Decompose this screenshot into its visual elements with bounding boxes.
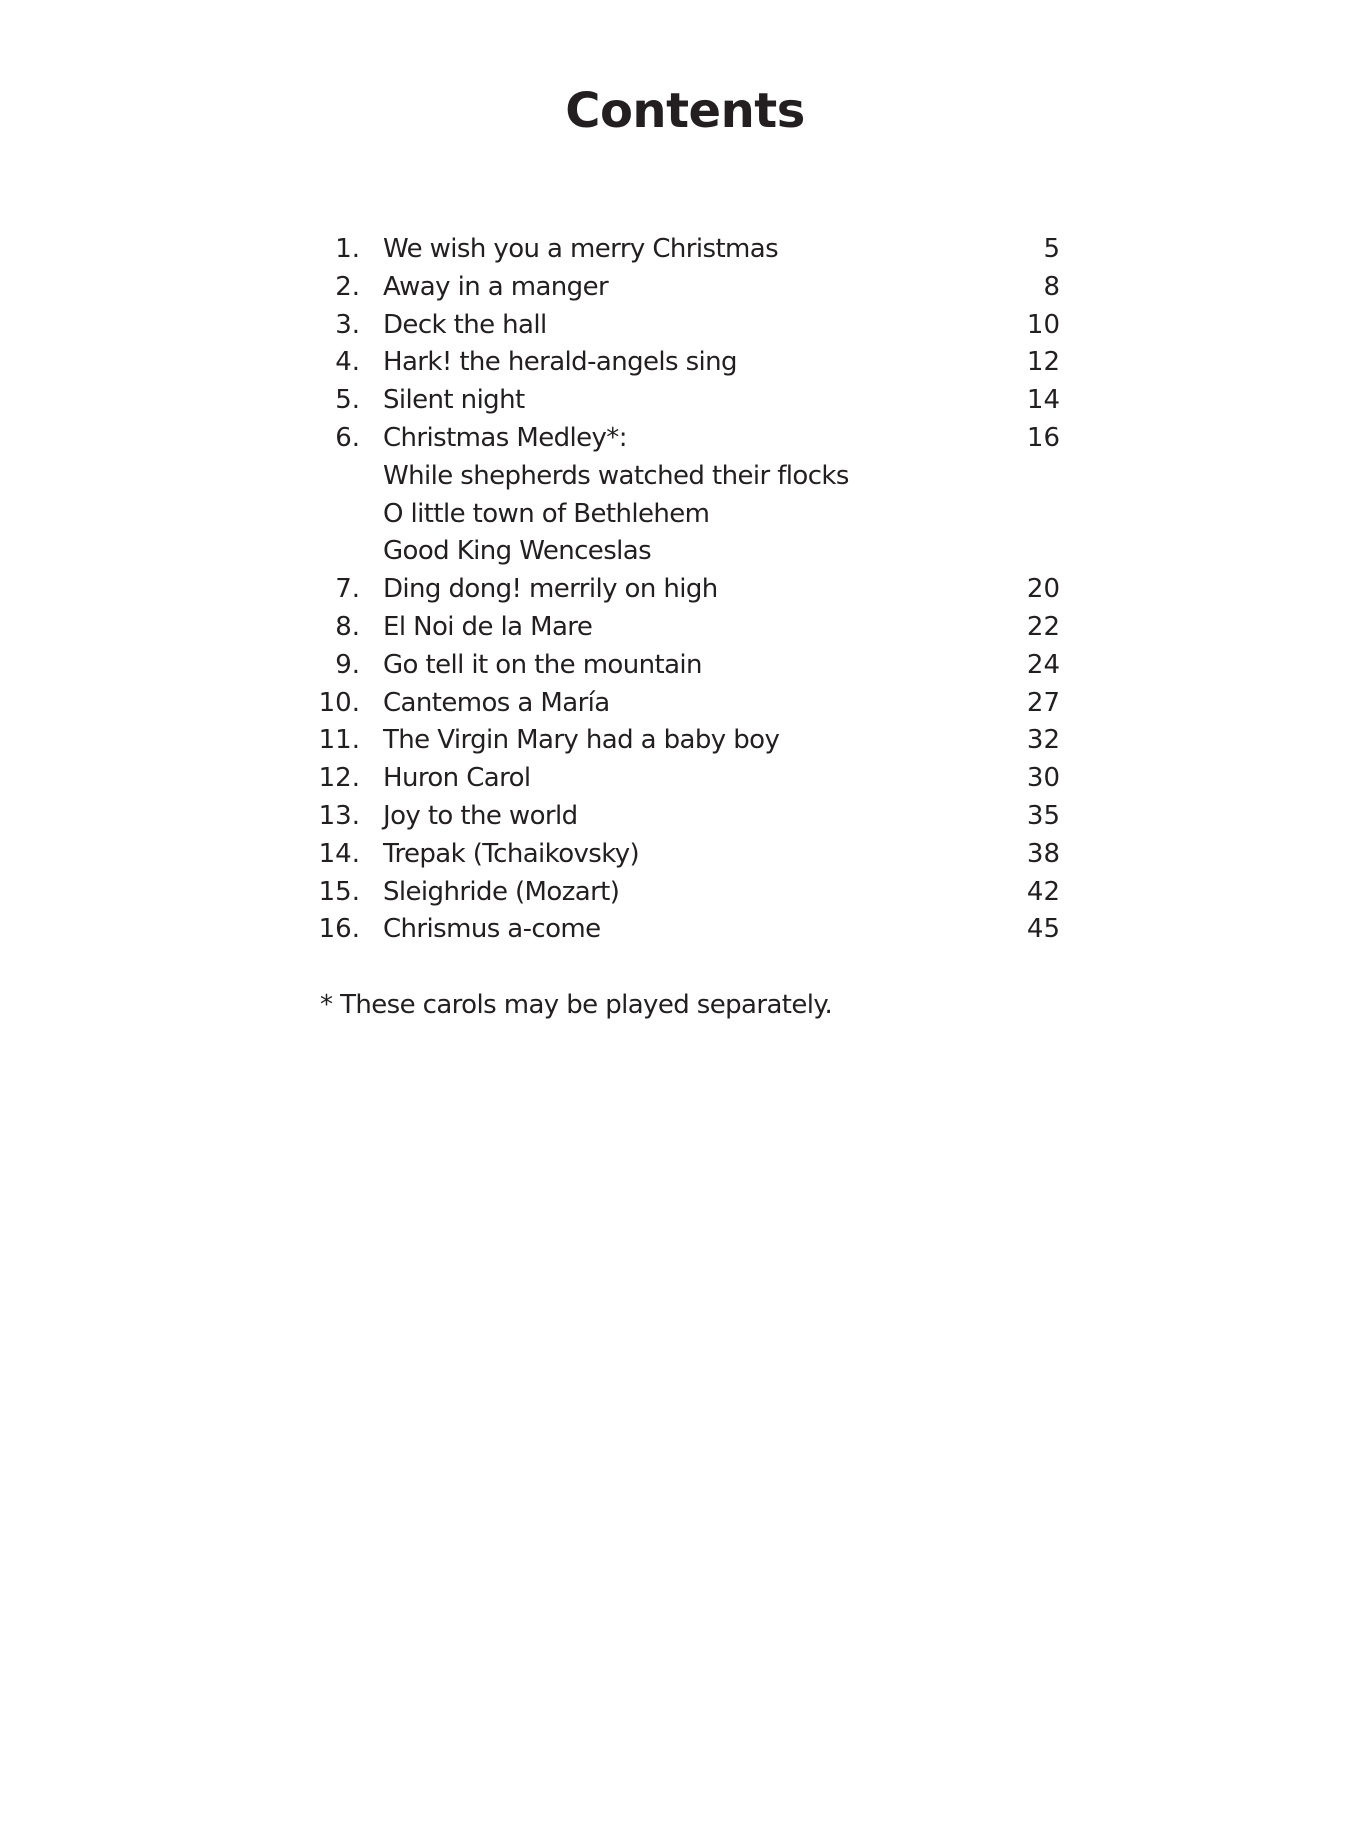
entry-number: 12. (318, 763, 360, 794)
entry-title: Cantemos a María (383, 687, 610, 718)
toc-entry (310, 685, 1060, 723)
toc-entry (310, 269, 1060, 307)
entry-page: 10 (1026, 309, 1060, 340)
entry-page: 12 (1026, 347, 1060, 378)
toc-entry (310, 571, 1060, 609)
entry-number: 5. (335, 385, 360, 416)
entry-title: Good King Wenceslas (383, 536, 652, 567)
entry-number: 2. (335, 271, 360, 302)
entry-number: 3. (335, 309, 360, 340)
toc-entry (310, 382, 1060, 420)
entry-title: Joy to the world (383, 800, 578, 831)
entry-title: We wish you a merry Christmas (383, 234, 779, 264)
entry-number: 1. (335, 234, 360, 264)
entry-number: 15. (318, 876, 360, 907)
entry-page: 14 (1026, 385, 1060, 416)
entry-number: 4. (335, 347, 360, 378)
entry-number: 10. (318, 687, 360, 718)
toc-subentry (310, 533, 1060, 571)
toc-entry (310, 911, 1060, 949)
entry-title: Sleighride (Mozart) (383, 876, 620, 907)
entry-page: 24 (1026, 649, 1060, 680)
entry-title: Away in a manger (383, 271, 609, 302)
entry-page: 38 (1026, 838, 1060, 869)
entry-number: 13. (318, 800, 360, 831)
entry-number: 7. (335, 574, 360, 605)
entry-title: Go tell it on the mountain (383, 649, 702, 680)
toc-entry (310, 609, 1060, 647)
toc-entry (310, 307, 1060, 345)
toc-entry (310, 874, 1060, 912)
entry-number: 9. (335, 649, 360, 680)
entry-title: Ding dong! merrily on high (383, 574, 718, 605)
entry-page: 8 (1043, 271, 1060, 302)
entry-title: Trepak (Tchaikovsky) (383, 838, 640, 869)
toc-entry (310, 647, 1060, 685)
entry-title: Huron Carol (383, 763, 531, 794)
entry-page: 30 (1026, 763, 1060, 794)
entry-page: 16 (1026, 422, 1060, 453)
toc-entry (310, 420, 1060, 458)
entry-number: 11. (318, 725, 360, 756)
entry-page: 45 (1026, 914, 1060, 945)
entry-number: 6. (335, 422, 360, 453)
entry-title: Christmas Medley*: (383, 422, 627, 453)
entry-title: Chrismus a-come (383, 914, 601, 945)
page-title: Contents (565, 83, 805, 139)
entry-title: Deck the hall (383, 309, 547, 340)
entry-page: 22 (1026, 611, 1060, 642)
toc-subentry (310, 458, 1060, 496)
footnote: * These carols may be played separately. (320, 990, 833, 1020)
entry-title: Silent night (383, 385, 525, 416)
entry-number: 16. (318, 914, 360, 945)
toc-entry (310, 344, 1060, 382)
toc-entry (310, 722, 1060, 760)
entry-number: 8. (335, 611, 360, 642)
entry-title: El Noi de la Mare (383, 611, 593, 642)
entry-title: While shepherds watched their flocks (383, 460, 849, 491)
contents-list (310, 231, 1060, 949)
entry-page: 42 (1026, 876, 1060, 907)
toc-subentry (310, 496, 1060, 534)
entry-page: 27 (1026, 687, 1060, 718)
toc-entry (310, 798, 1060, 836)
toc-entry (310, 836, 1060, 874)
entry-title: O little town of Bethlehem (383, 498, 710, 529)
entry-title: The Virgin Mary had a baby boy (383, 725, 780, 756)
toc-entry (310, 760, 1060, 798)
entry-page: 32 (1026, 725, 1060, 756)
toc-entry (310, 231, 1060, 269)
entry-page: 35 (1026, 800, 1060, 831)
entry-number: 14. (318, 838, 360, 869)
entry-page: 5 (1043, 234, 1060, 264)
entry-page: 20 (1026, 574, 1060, 605)
entry-title: Hark! the herald-angels sing (383, 347, 737, 378)
